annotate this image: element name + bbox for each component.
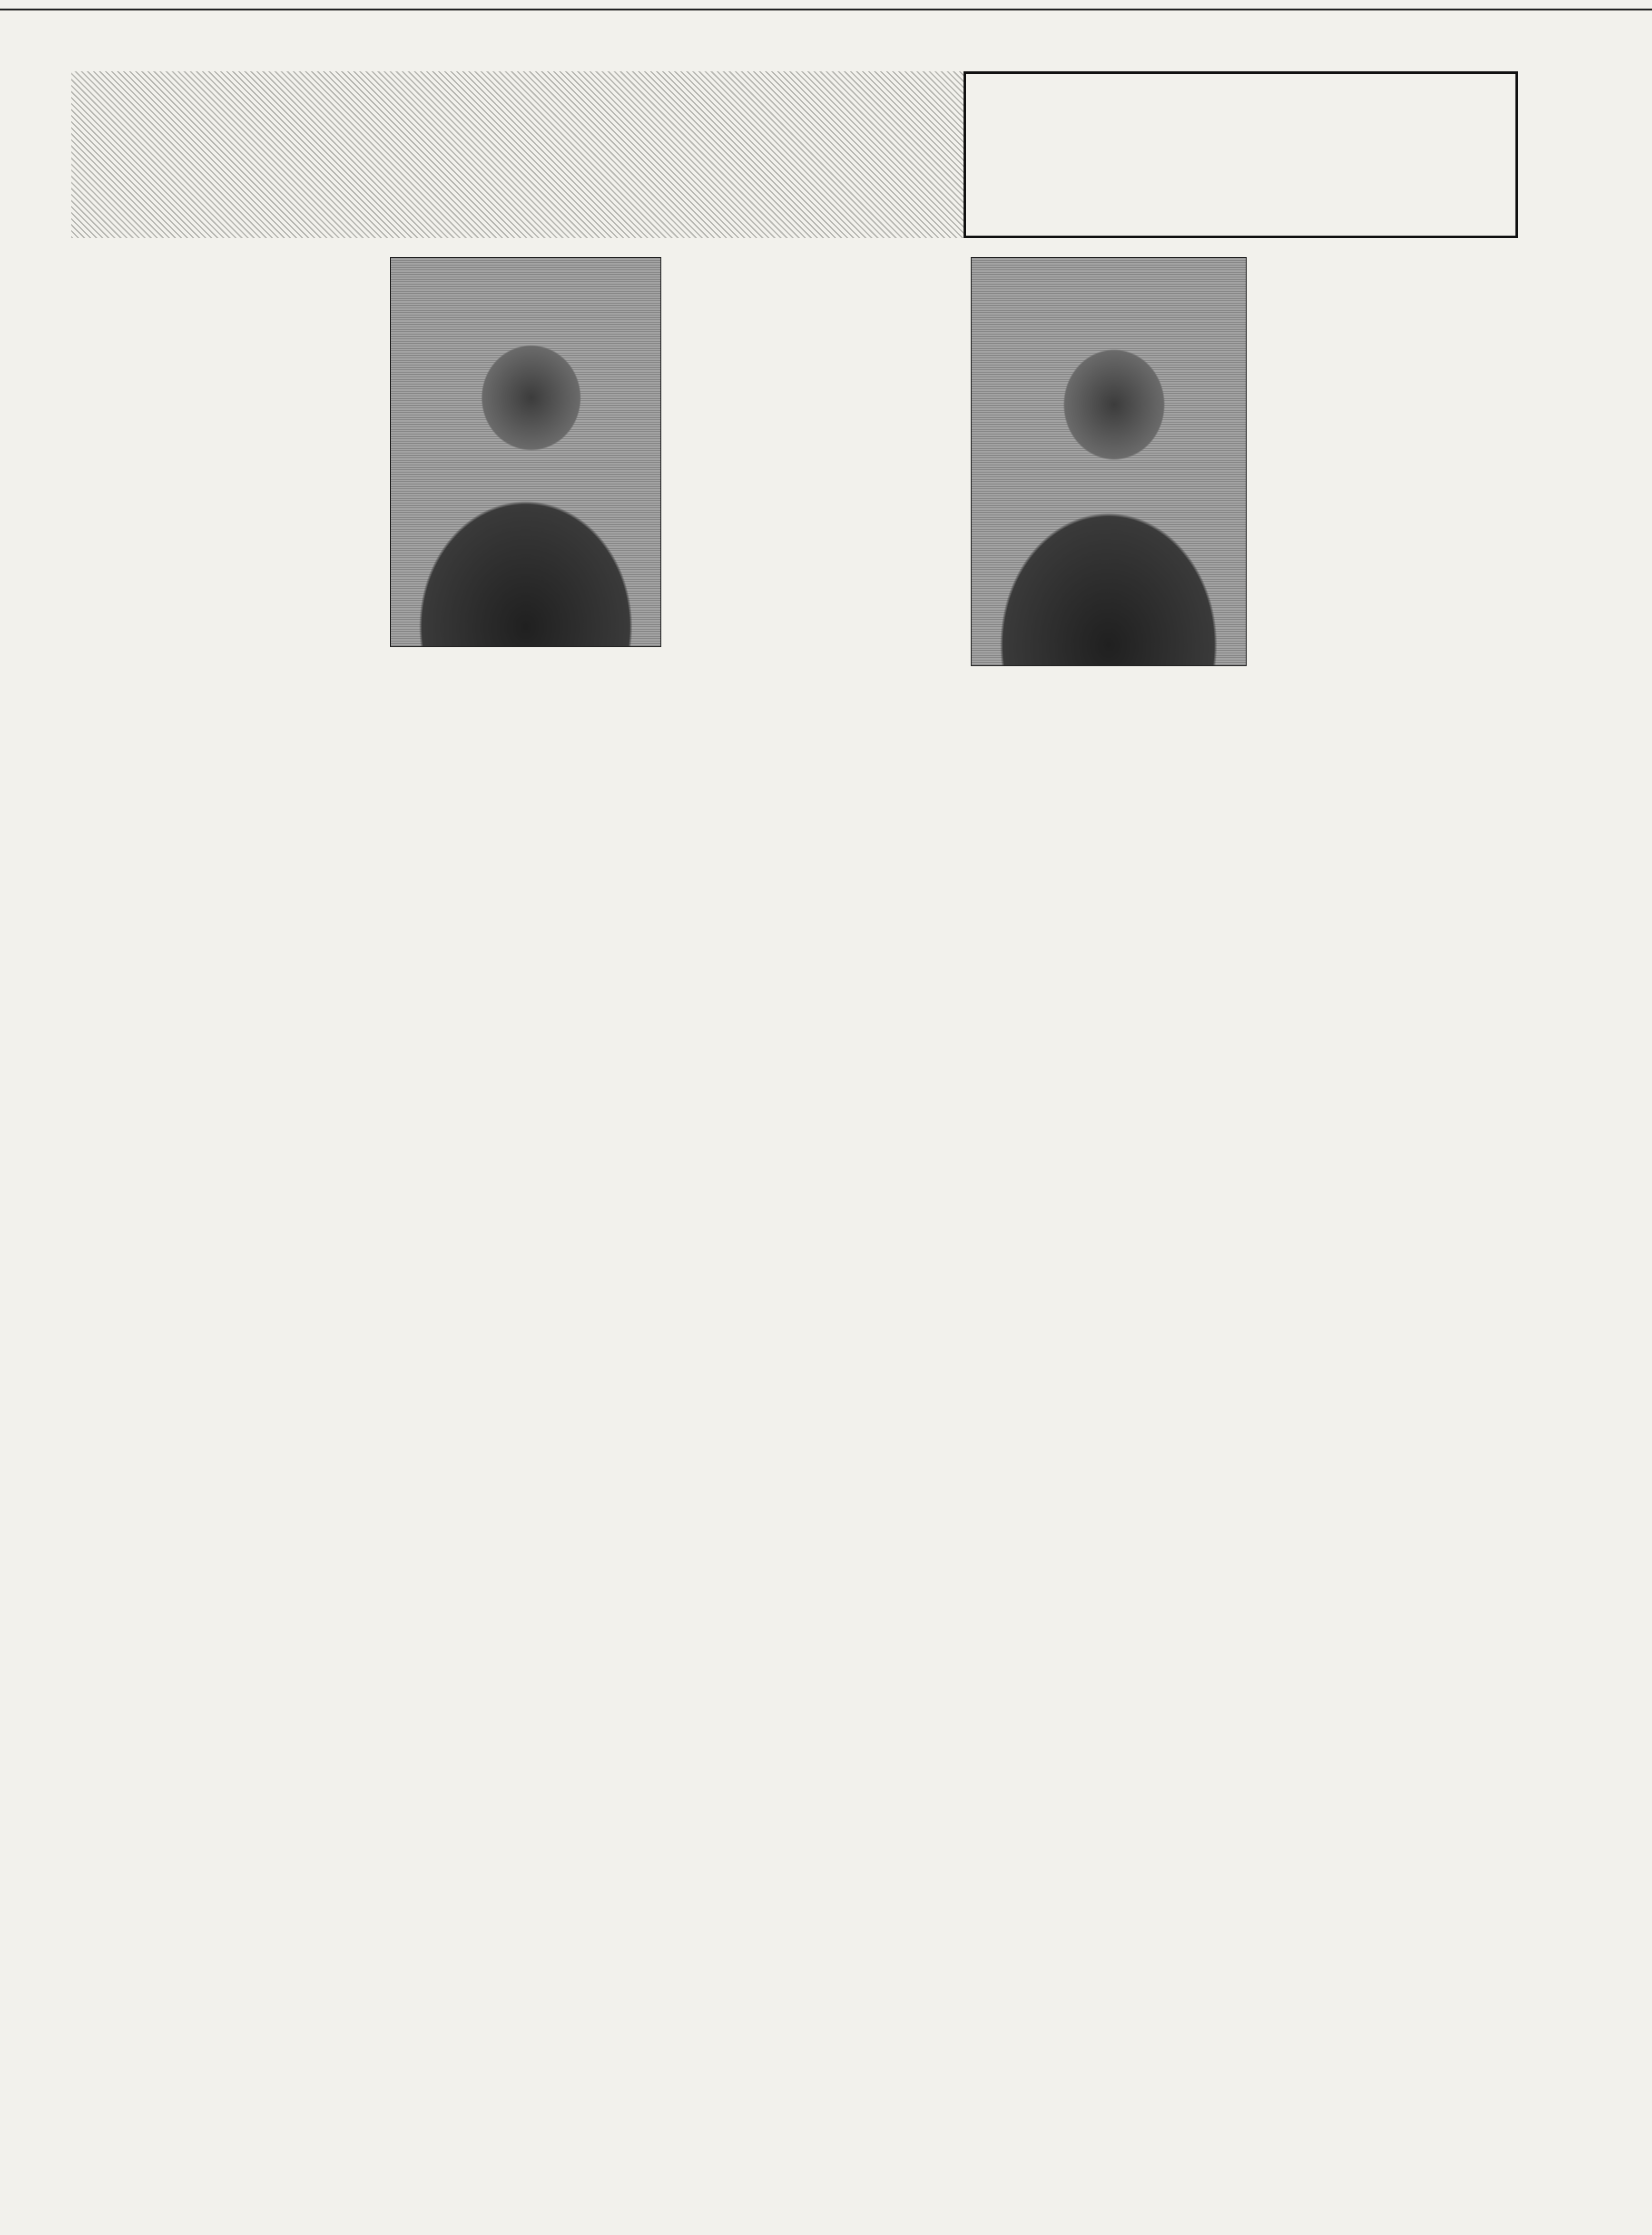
review-corpo-terra [971,1675,1247,2080]
masthead-subtitle [971,76,1513,233]
portrait-saramago [971,257,1247,666]
top-rule [0,9,1652,10]
portrait-cesariny [390,257,661,647]
rectificacao-box [1256,1494,1518,1856]
column-4 [971,709,1247,1537]
column-3 [671,243,956,1266]
column-1 [71,243,376,2080]
column-2 [390,714,661,1252]
masthead-banner [71,71,966,238]
column-5 [1256,243,1518,1461]
